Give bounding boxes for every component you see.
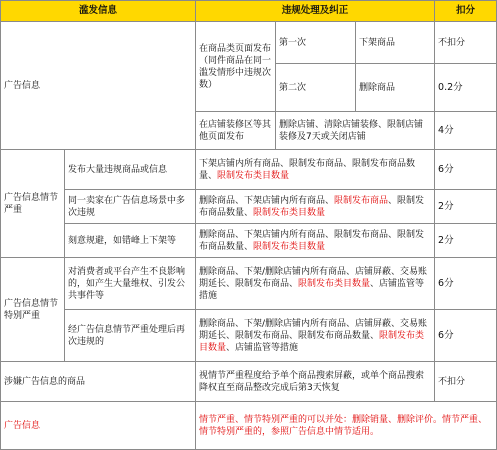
- serious-score-3: 2分: [435, 224, 497, 258]
- red-text: 限制发布商品: [334, 195, 389, 206]
- serious-desc-2: 同一卖家在广告信息场景中多次违规: [65, 190, 196, 224]
- suspect-label: 涉嫌广告信息的商品: [1, 362, 196, 402]
- header-row: [1, 1, 497, 22]
- table-row: [1, 362, 497, 402]
- red-text: 限制发布类目数量: [298, 278, 371, 289]
- ad-other-page-action: 删除店铺、清除店铺装修、限制店铺装修及7天或关闭店铺: [276, 112, 435, 150]
- serious-score-1: 6分: [435, 150, 497, 190]
- ad-other-page-desc: 在店铺装修区等其他页面发布: [196, 112, 276, 150]
- serious-action-3: 删除商品、下架店铺内所有商品、限制发布商品、限制发布商品数量、限制发布类目数量: [196, 224, 435, 258]
- second-offense-score: 0.2分: [435, 64, 497, 112]
- table-row: [1, 190, 497, 224]
- ad-info-label: 广告信息: [1, 22, 196, 150]
- red-text: 限制发布类目数量: [199, 330, 425, 353]
- red-text: 限制发布类目数量: [253, 207, 326, 218]
- header-handling: 违规处理及纠正: [196, 1, 435, 22]
- special-label: 广告信息情节特别严重: [1, 258, 65, 362]
- red-text: 限制发布类目数量: [217, 170, 290, 181]
- table-row: [1, 22, 497, 64]
- table-row: [1, 258, 497, 310]
- second-offense-action: 删除商品: [356, 64, 435, 112]
- special-score-2: 6分: [435, 310, 497, 362]
- second-offense-label: 第二次: [276, 64, 356, 112]
- red-text: 限制发布类目数量: [253, 241, 326, 252]
- first-offense-label: 第一次: [276, 22, 356, 64]
- table-row: [1, 310, 497, 362]
- serious-score-2: 2分: [435, 190, 497, 224]
- header-abuse-info: 滥发信息: [1, 1, 196, 22]
- ad-other-page-score: 4分: [435, 112, 497, 150]
- table-row: [1, 224, 497, 258]
- serious-action-2: 删除商品、下架店铺内所有商品、限制发布商品、限制发布商品数量、限制发布类目数量: [196, 190, 435, 224]
- note-label: 广告信息: [1, 402, 196, 450]
- special-score-1: 6分: [435, 258, 497, 310]
- ad-product-page-desc: 在商品类页面发布（同件商品在同一滥发情形中违规次数）: [196, 22, 276, 112]
- serious-action-1: 下架店铺内所有商品、限制发布商品、限制发布商品数量、限制发布类目数量: [196, 150, 435, 190]
- table-row: [1, 150, 497, 190]
- special-action-1: 删除商品、下架/删除店铺内所有商品、店铺屏蔽、交易账期延长、限制发布商品、限制发布类目数量、店铺监管等措施: [196, 258, 435, 310]
- header-deduction: 扣分: [435, 1, 497, 22]
- table-row: [1, 402, 497, 450]
- first-offense-action: 下架商品: [356, 22, 435, 64]
- serious-desc-3: 刻意规避，如错峰上下架等: [65, 224, 196, 258]
- special-action-2: 删除商品、下架/删除店铺内所有商品、店铺屏蔽、交易账期延长、限制发布商品、限制发布商品数量、限制发布类目数量、店铺监管等措施: [196, 310, 435, 362]
- suspect-action: 视情节严重程度给予单个商品搜索屏蔽，或单个商品搜索降权直至商品整改完成后第3天恢复: [196, 362, 435, 402]
- serious-label: 广告信息情节严重: [1, 150, 65, 258]
- note-text: 情节严重、情节特别严重的可以并处：删除销量、删除评价。情节严重、情节特别严重的，参照广告信息中情节适用。: [196, 402, 497, 450]
- special-desc-1: 对消费者或平台产生不良影响的，如产生大量维权、引发公共事件等: [65, 258, 196, 310]
- special-desc-2: 经广告信息情节严重处理后再次违规的: [65, 310, 196, 362]
- first-offense-score: 不扣分: [435, 22, 497, 64]
- suspect-score: 不扣分: [435, 362, 497, 402]
- serious-desc-1: 发布大量违规商品或信息: [65, 150, 196, 190]
